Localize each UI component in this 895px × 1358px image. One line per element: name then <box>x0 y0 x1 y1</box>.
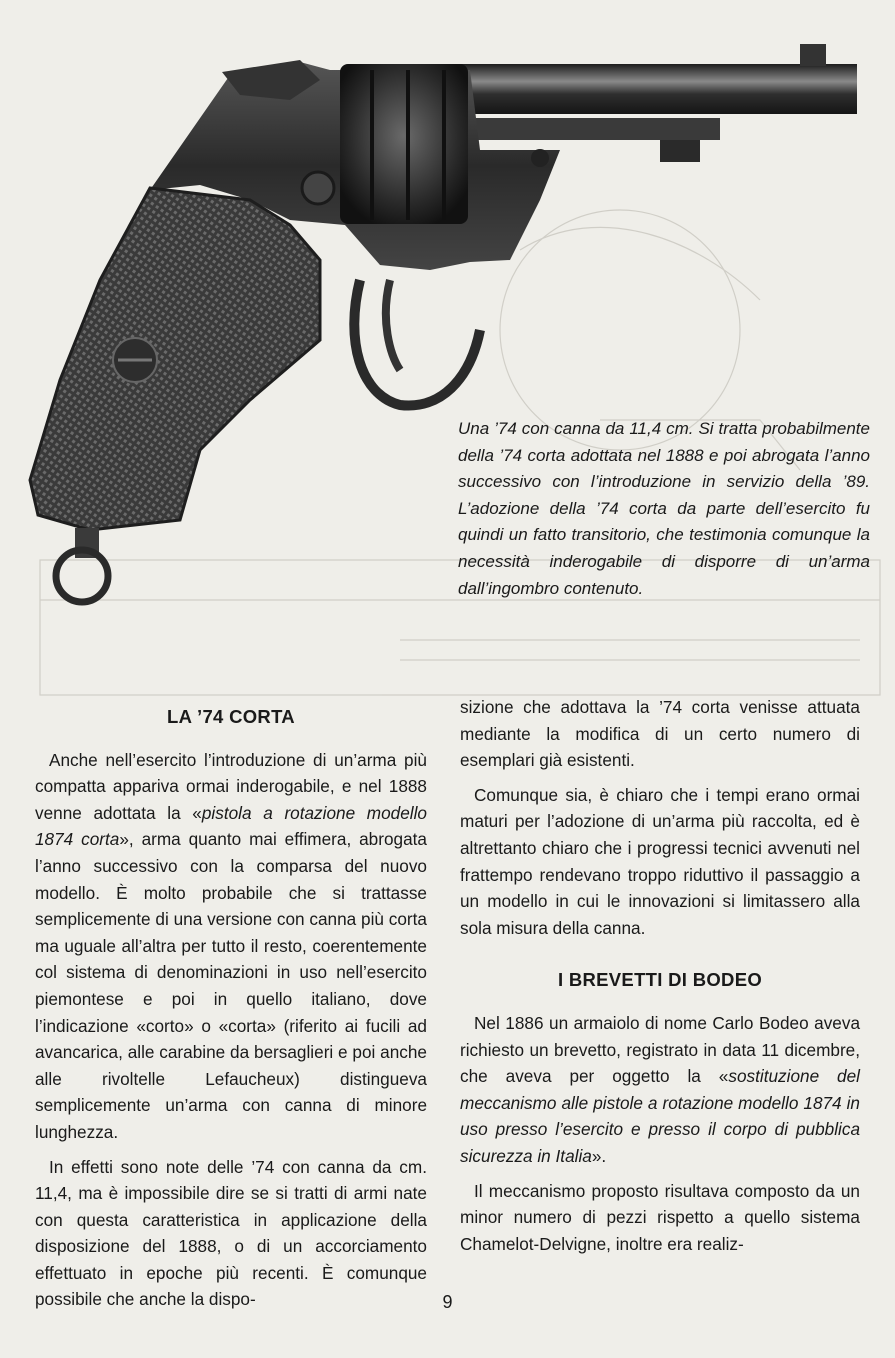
paragraph: In effetti sono note delle ’74 con canna da cm. 11,4, ma è impossibile dire se si tratti di armi nate con questa caratteristica in applicazione della disposizione del 1888, o di un accorciamento effettuato in epoche più recenti. È comunque possibile che anche la dispo- <box>35 1156 427 1310</box>
text-span: Nel 1886 un armaiolo di nome Carlo Bodeo aveva richiesto un brevetto, registrato in data 11 dicembre, che aveva per oggetto la « <box>460 1012 860 1087</box>
caption-text: Una ’74 con canna da 11,4 cm. Si tratta probabilmente della ’74 corta adottata nel 1888 e poi abrogata l’anno successivo con l’introduzione in servizio della ’89. L’adozione della ’74 corta da parte dell’esercito fu quindi un fatto transitorio, che testimonia comunque la necessità inderogabile di disporre di un’arma dall’ingombro contenuto. <box>458 419 870 598</box>
text-span: Anche nell’esercito l’introduzione di un’arma più compatta appariva ormai inderogabile, e nel 1888 venne adottata la « <box>35 749 427 823</box>
paragraph: Comunque sia, è chiaro che i tempi erano ormai maturi per l’adozione di un’arma più raccolta, ed è altrettanto chiaro che i progressi tecnici avvenuti nel frattempo rendevano troppo riduttivo il passaggio a un modello in cui le innovazioni si limitassero alla sola misura della canna. <box>460 784 860 938</box>
paragraph: sizione che adottava la ’74 corta venisse attuata mediante la modifica di un certo numero di esemplari già esistenti. <box>460 697 860 771</box>
text-span: ». <box>591 1145 607 1166</box>
page-number: 9 <box>442 1292 453 1312</box>
photo-caption <box>458 416 870 602</box>
text-span: », arma quanto mai effimera, abrogata l’anno successivo con la comparsa del nuovo modello. È molto probabile che si trattasse semplicemente di una versione con canna più corta ma uguale all’altra per tutto il resto, coerentemente col sistema di denominazioni in uso nell’esercito piemontese e poi in quello italiano, dove l’indicazione «corto» o «corta» (riferito ai fucili ad avancarica, alle carabine da bersaglieri e poi anche alle rivoltelle Lefaucheux) distingueva semplicemente un’arma con canna di minore lunghezza. <box>35 829 427 1142</box>
section-heading-brevetti-bodeo: I BREVETTI DI BODEO <box>557 969 763 991</box>
left-column <box>35 694 427 1313</box>
paragraph: Il meccanismo proposto risultava composto da un minor numero di pezzi rispetto a quello sistema Chamelot-Delvigne, inoltre era realiz- <box>460 1180 860 1254</box>
emphasis-text: sostituzione del meccanismo alle pistole a rotazione modello 1874 in uso presso l’esercito e presso il corpo di pubblica sicurezza in Italia <box>460 1066 860 1166</box>
paragraph <box>460 1010 860 1170</box>
section-heading-74-corta: LA ’74 CORTA <box>167 706 295 727</box>
paragraph <box>35 747 427 1146</box>
right-column <box>460 694 860 1257</box>
emphasis-text: pistola a rotazione modello 1874 corta <box>35 802 427 850</box>
